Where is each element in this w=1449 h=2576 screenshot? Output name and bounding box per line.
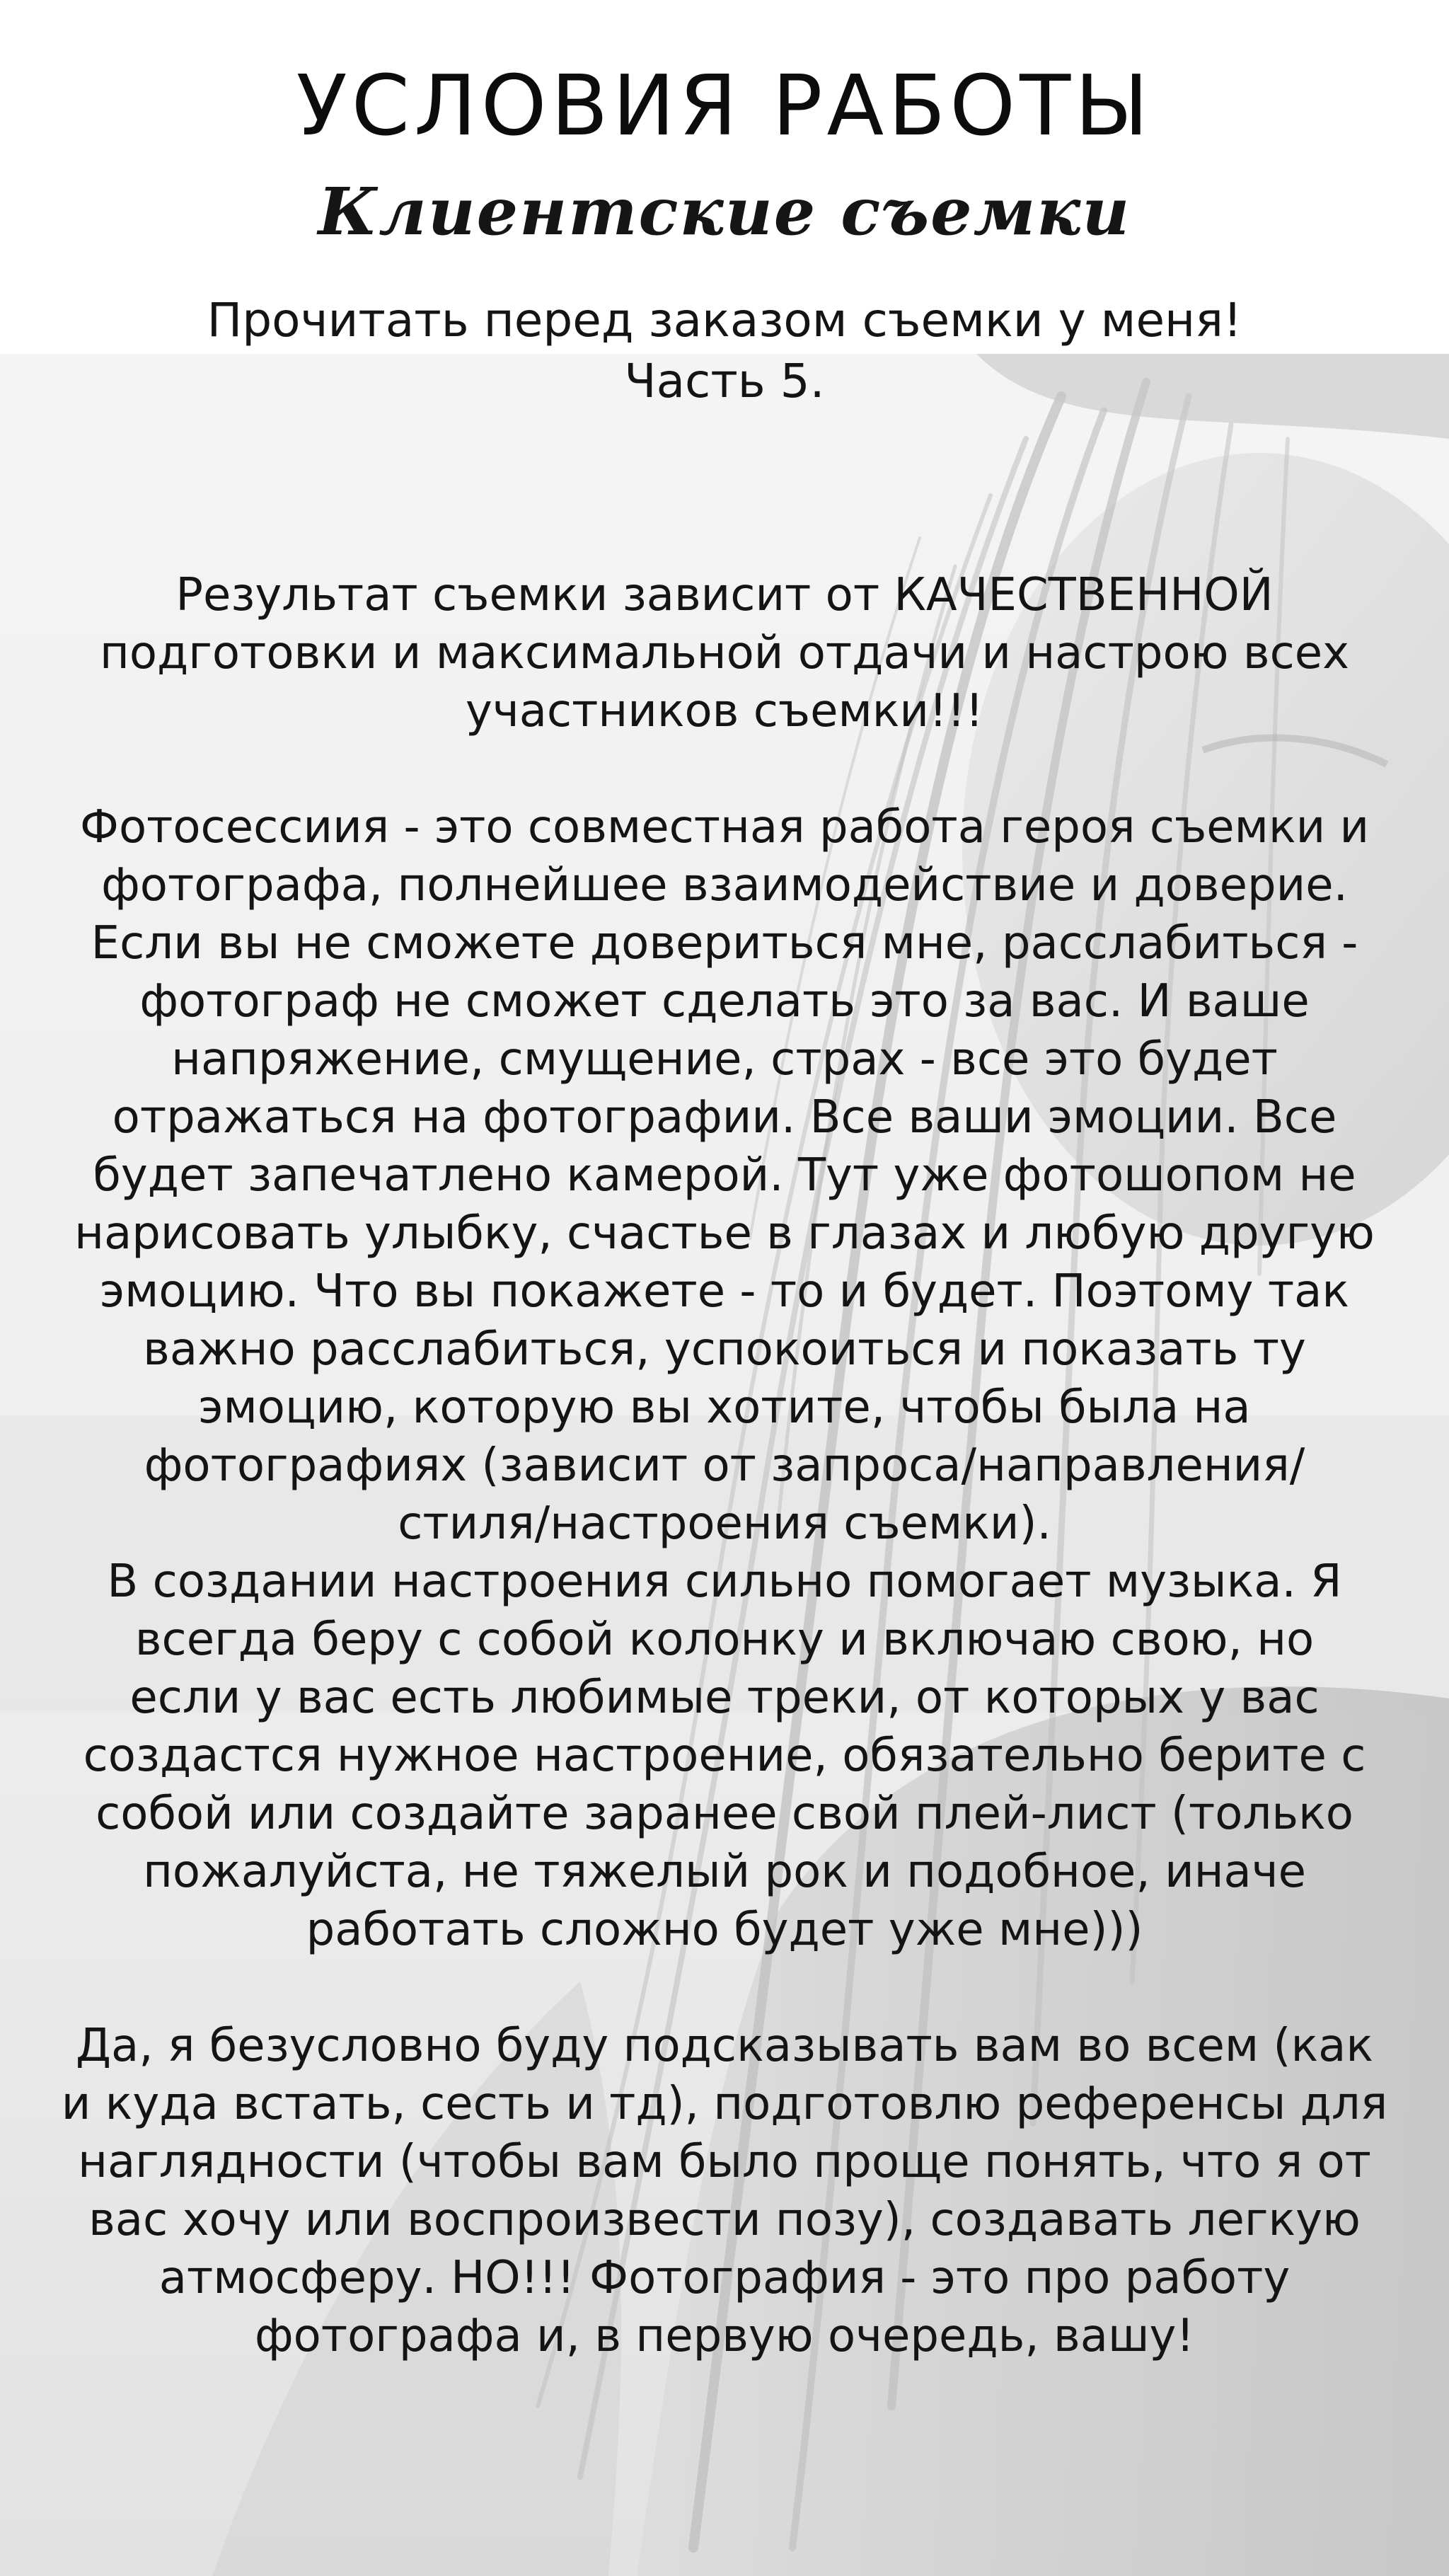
intro-note [0, 290, 1449, 412]
text-line: напряжение, смущение, страх - все это будет [171, 1033, 1278, 1086]
text-line: атмосферу. НО!!! Фотография - это про работу [158, 2252, 1291, 2304]
text-line: работать сложно будет уже мне))) [306, 1904, 1143, 1956]
text-line: нарисовать улыбку, счастье в глазах и любую другую [74, 1207, 1375, 1260]
page-title: УСЛОВИЯ РАБОТЫ [296, 57, 1153, 154]
text-line: если у вас есть любимые треки, от которых у вас [129, 1672, 1320, 1724]
text-line: стиля/настроения съемки). [398, 1497, 1051, 1550]
paragraph-photosession [28, 798, 1421, 1553]
paragraph-gap [28, 740, 1421, 798]
intro-line: Прочитать перед заказом съемки у меня! [207, 293, 1242, 347]
text-line: фотографа и, в первую очередь, вашу! [254, 2310, 1195, 2362]
text-line: вас хочу или воспроизвести позу), создавать легкую [88, 2194, 1361, 2246]
text-line: создастся нужное настроение, обязательно берите с [83, 1730, 1366, 1782]
text-line: важно расслабиться, успокоиться и показать ту [143, 1323, 1306, 1376]
text-line: подготовки и максимальной отдачи и настрою всех [100, 627, 1349, 679]
text-line: фотограф не сможет сделать это за вас. И ваше [139, 975, 1310, 1028]
text-line: В создании настроения сильно помогает музыка. Я [107, 1556, 1342, 1608]
text-line: фотографиях (зависит от запроса/направления/ [144, 1439, 1305, 1492]
part-number: Часть 5. [624, 354, 825, 408]
text-line: участников съемки!!! [466, 685, 983, 737]
text-line: пожалуйста, не тяжелый рок и подобное, иначе [143, 1846, 1306, 1898]
text-line: отражаться на фотографии. Все ваши эмоции. Все [112, 1091, 1337, 1144]
text-line: эмоцию, которую вы хотите, чтобы была на [198, 1381, 1251, 1434]
text-line: Если вы не сможете довериться мне, расслабиться - [91, 917, 1358, 970]
text-line: фотографа, полнейшее взаимодействие и доверие. [101, 859, 1348, 912]
paragraph-gap [28, 1959, 1421, 2017]
paragraph-result [28, 566, 1421, 740]
text-line: Да, я безусловно буду подсказывать вам во всем (как [76, 2020, 1373, 2072]
body-text [28, 566, 1421, 2365]
text-line: будет запечатлено камерой. Тут уже фотошопом не [93, 1149, 1356, 1202]
text-line: всегда беру с собой колонку и включаю свою, но [134, 1614, 1315, 1666]
paragraph-music [28, 1553, 1421, 1959]
text-line: эмоцию. Что вы покажете - то и будет. Поэтому так [99, 1265, 1350, 1318]
page-subtitle: Клиентские съемки [318, 173, 1131, 250]
text-line: собой или создайте заранее свой плей-лист (только [96, 1788, 1353, 1840]
text-line: Результат съемки зависит от КАЧЕСТВЕННОЙ [175, 569, 1274, 621]
text-line: наглядности (чтобы вам было проще понять, что я от [78, 2136, 1371, 2188]
text-line: и куда встать, сесть и тд), подготовлю референсы для [61, 2078, 1388, 2130]
paragraph-guidance [28, 2017, 1421, 2365]
text-line: Фотосессиия - это совместная работа героя съемки и [79, 801, 1370, 853]
